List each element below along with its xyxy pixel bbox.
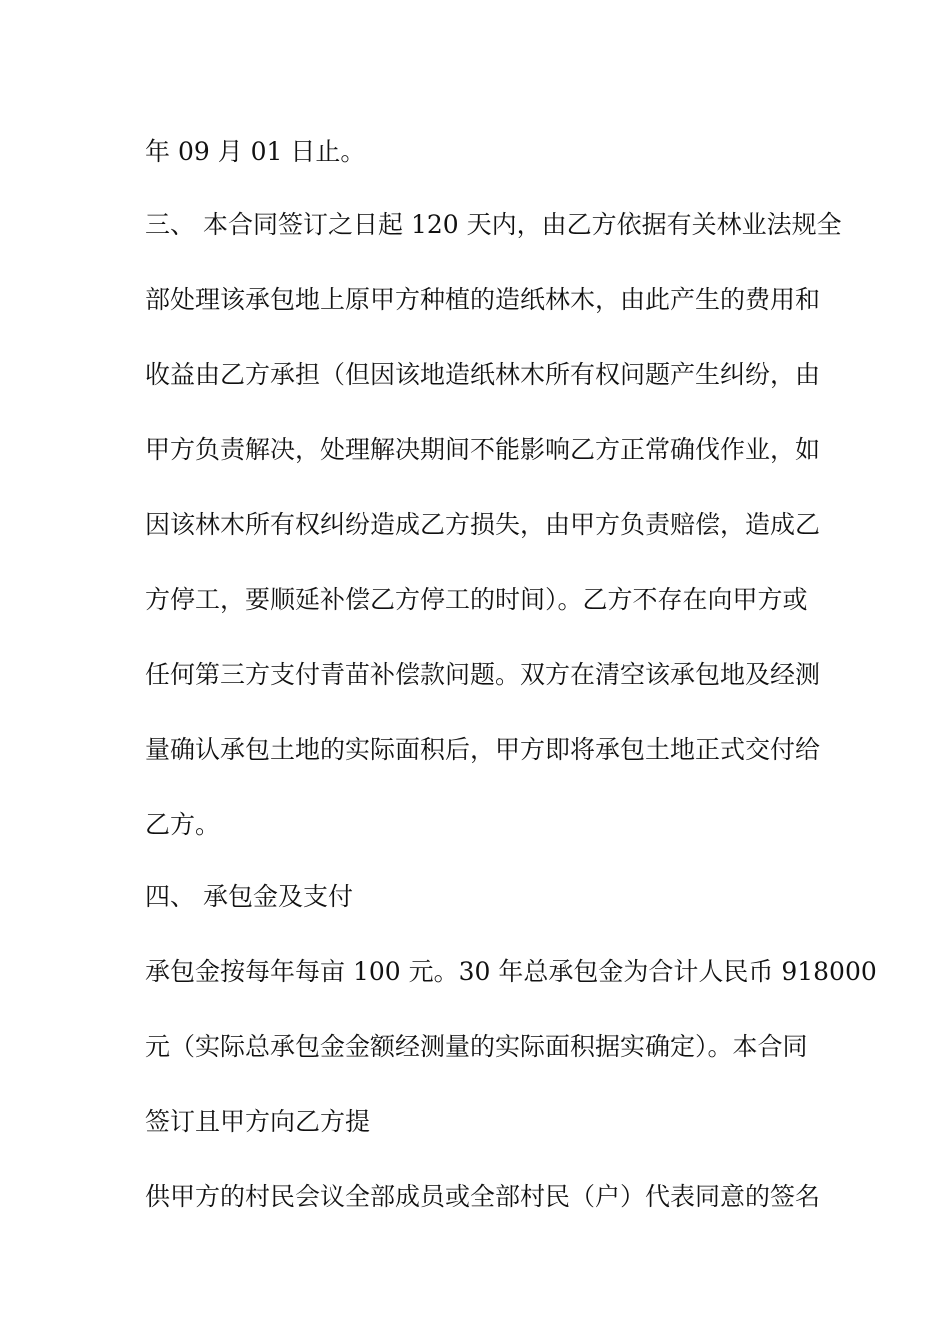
line-text: 签订且甲方向乙方提 [145, 1107, 371, 1136]
line-text: 承包金按每年每亩 100 元。30 年总承包金为合计人民币 918000 [145, 957, 877, 986]
text-line [145, 1182, 825, 1212]
text-line [145, 1107, 825, 1137]
line-text: 元（实际总承包金金额经测量的实际面积据实确定）。本合同 [145, 1032, 808, 1061]
line-text: 年 09 月 01 日止。 [145, 137, 366, 166]
line-text: 供甲方的村民会议全部成员或全部村民（户）代表同意的签名 [145, 1182, 821, 1211]
text-line [145, 285, 825, 315]
section-number: 四、 [145, 882, 196, 911]
text-line [145, 1032, 825, 1062]
section-number: 三、 [145, 210, 196, 239]
line-text: 收益由乙方承担（但因该地造纸林木所有权问题产生纠纷，由 [145, 360, 821, 389]
line-text: 本合同签订之日起 120 天内，由乙方依据有关林业法规全 [203, 210, 842, 239]
text-line [145, 435, 825, 465]
section-title: 承包金及支付 [203, 882, 354, 911]
line-text: 甲方负责解决，处理解决期间不能影响乙方正常确伐作业，如 [145, 435, 821, 464]
line-text: 部处理该承包地上原甲方种植的造纸林木，由此产生的费用和 [145, 285, 821, 314]
section-heading-4 [145, 882, 825, 912]
text-line [145, 510, 825, 540]
text-line [145, 360, 825, 390]
text-line [145, 585, 825, 615]
text-line [145, 137, 825, 167]
text-line [145, 660, 825, 690]
section-heading-3 [145, 210, 842, 240]
line-text: 量确认承包土地的实际面积后，甲方即将承包土地正式交付给 [145, 735, 821, 764]
line-text: 任何第三方支付青苗补偿款问题。双方在清空该承包地及经测 [145, 660, 821, 689]
line-text: 方停工，要顺延补偿乙方停工的时间）。乙方不存在向甲方或 [145, 585, 808, 614]
line-text: 因该林木所有权纠纷造成乙方损失，由甲方负责赔偿，造成乙 [145, 510, 821, 539]
text-line [145, 810, 825, 840]
text-line [145, 735, 825, 765]
text-line [145, 957, 877, 987]
line-text: 乙方。 [145, 810, 221, 839]
